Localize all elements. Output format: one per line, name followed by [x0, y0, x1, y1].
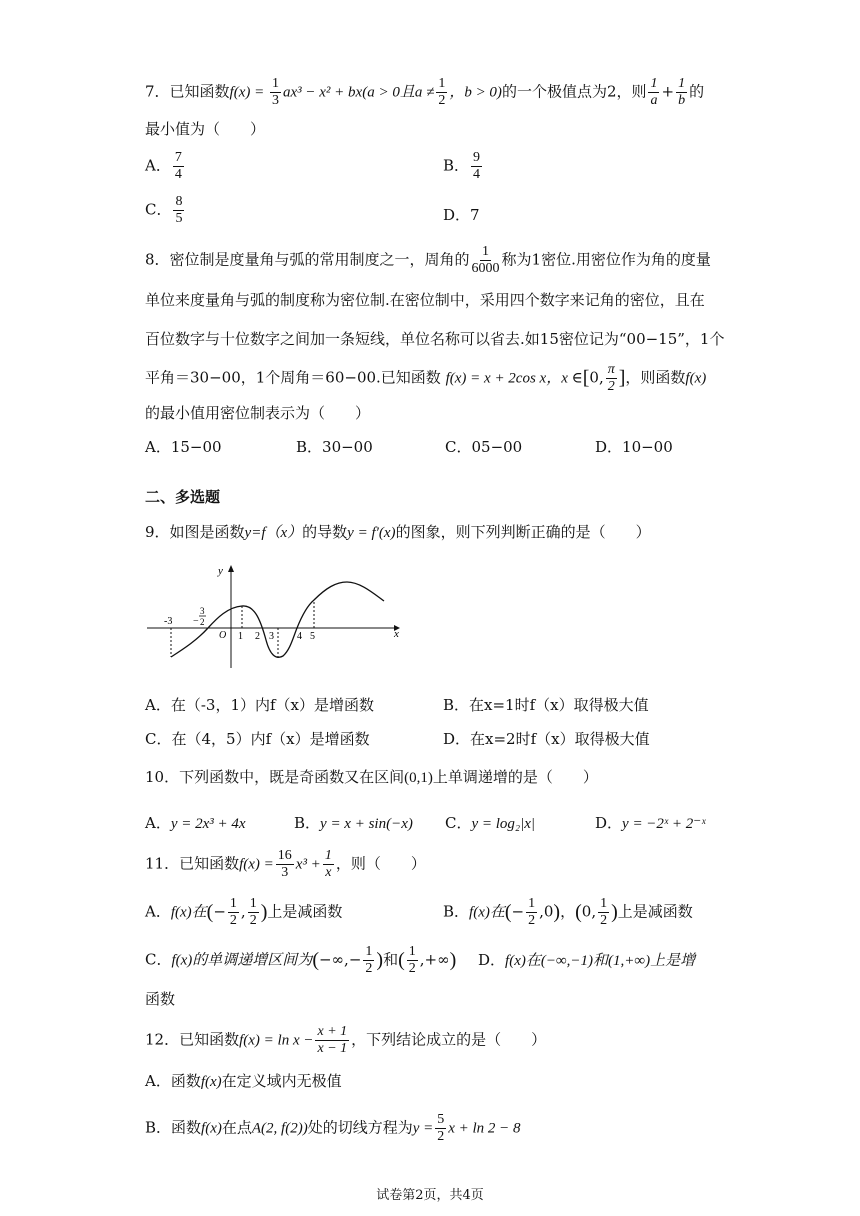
derivative-graph — [145, 560, 405, 670]
q8-line5: 的最小值用密位制表示为（ ） — [145, 404, 371, 422]
q10-stem: 10．下列函数中，既是奇函数又在区间(0,1)上单调递增的是（ ） — [145, 768, 598, 786]
q8-option-c[interactable]: C．05−00 — [445, 438, 523, 456]
q8-option-d[interactable]: D．10−00 — [595, 438, 673, 456]
q7-line2: 最小值为（ ） — [145, 120, 266, 138]
q7-option-c[interactable]: C． $\frac{8}{5}$ — [145, 194, 183, 226]
q7-option-b[interactable]: B． $\frac{9}{4}$ — [443, 150, 481, 182]
tick-5: 5 — [310, 631, 315, 642]
q7-line1: 7．已知函数f(x) = $\frac{1}{3}$ ax³ − x² + bx(a > 0且a ≠ $\frac{1}{2}$ ，b > 0)的一个极值点为2，则 $\frac{1}{a}$ + $\frac{1}{b}$ 的 — [145, 76, 705, 108]
q7-option-a[interactable]: A． $\frac{7}{4}$ — [145, 150, 182, 182]
q12-stem: 12．已知函数f(x) = ln x − $\frac{x + 1}{x - 1}$ ，下列结论成立的是（ ） — [145, 1024, 547, 1056]
q8-line1: 8．密位制是度量角与弧的常用制度之一，周角的 $\frac{1}{6000}$ 称为1密位.用密位作为角的度量 — [145, 244, 711, 276]
q10-option-d[interactable]: D．y = −2ˣ + 2⁻ˣ — [595, 814, 706, 832]
x-axis-label: x — [394, 628, 399, 640]
q10-option-c[interactable]: C．y = log₂|x| — [445, 814, 536, 832]
tick-2: 2 — [255, 631, 260, 642]
q8-option-b[interactable]: B．30−00 — [296, 438, 373, 456]
q9-stem: 9．如图是函数y=f（x）的导数y = f′(x)的图象，则下列判断正确的是（ ） — [145, 523, 651, 541]
q10-option-a[interactable]: A．y = 2x³ + 4x — [145, 814, 246, 832]
q9-option-d[interactable]: D．在x=2时f（x）取得极大值 — [443, 730, 650, 748]
tick-1: 1 — [238, 631, 243, 642]
q11-stem: 11．已知函数f(x) = $\frac{16}{3}$ x³ + $\frac{1}{x}$ ，则（ ） — [145, 848, 426, 880]
svg-text:−: − — [193, 616, 199, 627]
q11-option-d[interactable]: D．f(x)在(−∞,−1)和(1,+∞)上是增 — [478, 951, 696, 969]
tick-4: 4 — [297, 631, 302, 642]
q9-option-b[interactable]: B．在x=1时f（x）取得极大值 — [443, 696, 649, 714]
q11-option-c[interactable]: C．f(x)的单调递增区间为(−∞,− $\frac{1}{2}$ )和( $\frac{1}{2}$ ,+∞) — [145, 944, 457, 976]
q11-option-a[interactable]: A．f(x)在(− $\frac{1}{2}$ , $\frac{1}{2}$ )上是减函数 — [145, 896, 343, 928]
tick-3: 3 — [269, 631, 274, 642]
q8-option-a[interactable]: A．15−00 — [145, 438, 222, 456]
fraction: $\frac{1}{b}$ — [678, 76, 686, 108]
q8-line2: 单位来度量角与弧的制度称为密位制.在密位制中，采用四个数字来记角的密位，且在 — [145, 291, 705, 309]
tick-minus3: -3 — [164, 616, 173, 627]
fraction: $\frac{1}{a}$ — [650, 76, 658, 108]
q11-option-d-continued: 函数 — [145, 990, 176, 1008]
fraction: $\frac{1}{2}$ — [438, 76, 446, 108]
tick-minus3-2 — [193, 606, 206, 627]
q9-option-c[interactable]: C．在（4，5）内f（x）是增函数 — [145, 730, 370, 748]
page-footer: 试卷第2页，共4页 — [376, 1188, 484, 1203]
q7-option-d[interactable]: D．7 — [443, 206, 480, 224]
fraction: $\frac{1}{3}$ — [271, 76, 279, 108]
svg-text:2: 2 — [200, 617, 205, 627]
q9-option-a[interactable]: A．在（-3，1）内f（x）是增函数 — [145, 696, 375, 714]
q12-option-a[interactable]: A．函数f(x)在定义域内无极值 — [145, 1072, 342, 1090]
q11-option-b[interactable]: B．f(x)在(− $\frac{1}{2}$ ,0)，(0, $\frac{1}{2}$ )上是减函数 — [443, 896, 693, 928]
section-heading: 二、多选题 — [145, 488, 221, 506]
q12-option-b[interactable]: B．函数f(x)在点A(2, f(2))处的切线方程为y = $\frac{5}{2}$ x + ln 2 − 8 — [145, 1112, 521, 1144]
svg-text:3: 3 — [200, 606, 205, 616]
y-axis-arrow — [228, 565, 234, 572]
y-axis-label: y — [218, 565, 223, 577]
q8-line3: 百位数字与十位数字之间加一条短线，单位名称可以省去.如15密位记为“00−15”，1个 — [145, 330, 725, 348]
origin-label: O — [219, 630, 227, 641]
q10-option-b[interactable]: B．y = x + sin(−x) — [294, 814, 413, 832]
q8-line4: 平角＝30−00，1个周角＝60−00.已知函数 f(x) = x + 2cos x，x ∈[0, $\frac{\pi}{2}$ ]，则函数f(x) — [145, 362, 707, 394]
